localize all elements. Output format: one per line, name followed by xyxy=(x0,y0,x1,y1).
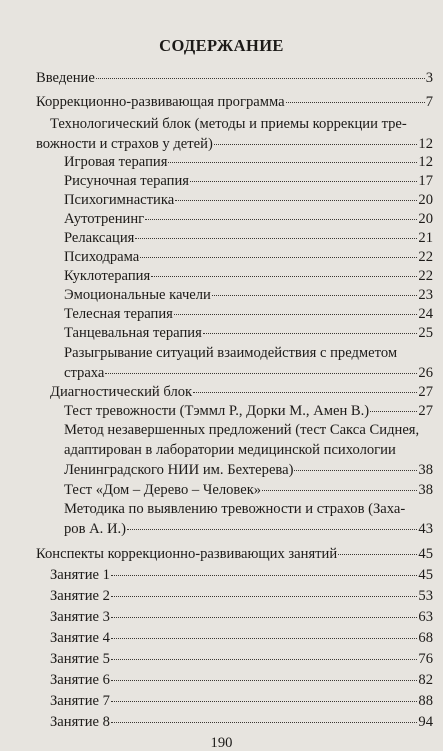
dot-leader xyxy=(111,722,417,723)
toc-entry-text: Аутотренинг xyxy=(64,211,145,227)
toc-page-number: 3 xyxy=(425,70,433,86)
toc-entry-lesson-1[interactable] xyxy=(0,565,443,587)
toc-entry-fears-method-cont[interactable] xyxy=(0,519,443,541)
toc-page-number: 27 xyxy=(418,403,433,419)
toc-page-number: 68 xyxy=(418,630,433,646)
toc-page-number: 26 xyxy=(418,365,433,381)
dot-leader xyxy=(111,659,417,660)
dot-leader xyxy=(286,102,425,103)
dot-leader xyxy=(105,373,417,374)
toc-entry-text: Коррекционно-развивающая программа xyxy=(36,94,285,110)
toc-entry-text-cont: ров А. И.) xyxy=(64,521,127,537)
dot-leader xyxy=(193,392,417,393)
toc-page-number: 94 xyxy=(418,714,433,730)
toc-entry-tech-block[interactable] xyxy=(0,114,443,136)
toc-entry-text: Занятие 6 xyxy=(50,672,110,688)
toc-entry-lesson-4[interactable] xyxy=(0,628,443,650)
page-title: СОДЕРЖАНИЕ xyxy=(159,36,284,55)
dot-leader xyxy=(111,575,417,576)
toc-entry-text: Тест тревожности (Тэммл Р., Дорки М., Амен В.) xyxy=(64,403,370,419)
dot-leader xyxy=(96,78,425,79)
toc-page-number: 63 xyxy=(418,609,433,625)
toc-page-number: 45 xyxy=(418,567,433,583)
toc-page-number: 45 xyxy=(418,546,433,562)
toc-page-number: 20 xyxy=(418,211,433,227)
toc-entry-introduction[interactable] xyxy=(0,68,443,90)
dot-leader xyxy=(111,701,417,702)
toc-page-number: 22 xyxy=(418,249,433,265)
toc-entry-text: Метод незавершенных предложений (тест Сакса Сиднея, xyxy=(64,422,420,438)
toc-entry-incomplete-sentences[interactable] xyxy=(0,420,443,442)
toc-entry-text: Диагностический блок xyxy=(50,384,193,400)
toc-page-number: 12 xyxy=(418,154,433,170)
toc-page-number: 82 xyxy=(418,672,433,688)
toc-entry-incomplete-sentences-cont2[interactable] xyxy=(0,460,443,482)
toc-entry-text: Занятие 7 xyxy=(50,693,110,709)
toc-entry-role-play[interactable] xyxy=(0,343,443,365)
toc-entry-text: Релаксация xyxy=(64,230,135,246)
toc-entry-lesson-6[interactable] xyxy=(0,670,443,692)
toc-page-number: 38 xyxy=(418,482,433,498)
toc-page-number: 17 xyxy=(418,173,433,189)
toc-page-number: 53 xyxy=(418,588,433,604)
toc-entry-text-cont: страха xyxy=(64,365,105,381)
toc-entry-lesson-2[interactable] xyxy=(0,586,443,608)
dot-leader xyxy=(140,257,417,258)
toc-page-number: 22 xyxy=(418,268,433,284)
dot-leader xyxy=(212,295,418,296)
toc-page-number: 25 xyxy=(418,325,433,341)
toc-entry-text: Занятие 2 xyxy=(50,588,110,604)
toc-page-number: 21 xyxy=(418,230,433,246)
toc-page-number: 43 xyxy=(418,521,433,537)
toc-entry-text-cont2: Ленинградского НИИ им. Бехтерева) xyxy=(64,462,294,478)
toc-entry-text: Технологический блок (методы и приемы коррекции тре- xyxy=(50,116,407,132)
toc-entry-lesson-5[interactable] xyxy=(0,649,443,671)
dot-leader xyxy=(145,219,417,220)
dot-leader xyxy=(190,181,417,182)
toc-entry-text: Психогимнастика xyxy=(64,192,175,208)
toc-entry-text: Введение xyxy=(36,70,95,86)
toc-page-number: 27 xyxy=(418,384,433,400)
toc-page-number: 7 xyxy=(425,94,433,110)
toc-page-number: 12 xyxy=(418,136,433,152)
toc-entry-text: Занятие 1 xyxy=(50,567,110,583)
toc-entry-text: Телесная терапия xyxy=(64,306,173,322)
toc-entry-fears-method[interactable] xyxy=(0,499,443,521)
dot-leader xyxy=(370,411,417,412)
toc-entry-text: Методика по выявлению тревожности и страхов (Заха- xyxy=(64,501,406,517)
toc-page-number: 20 xyxy=(418,192,433,208)
toc-entry-program[interactable] xyxy=(0,92,443,114)
dot-leader xyxy=(111,638,417,639)
dot-leader xyxy=(174,314,418,315)
page-number: 190 xyxy=(210,735,233,751)
toc-entry-text: Танцевальная терапия xyxy=(64,325,202,341)
toc-entry-text: Конспекты коррекционно-развивающих занятий xyxy=(36,546,338,562)
toc-entry-text: Занятие 5 xyxy=(50,651,110,667)
toc-entry-text: Игровая терапия xyxy=(64,154,168,170)
toc-entry-lesson-3[interactable] xyxy=(0,607,443,629)
toc-entry-text: Эмоциональные качели xyxy=(64,287,211,303)
dot-leader xyxy=(175,200,417,201)
dot-leader xyxy=(111,617,417,618)
toc-entry-incomplete-sentences-cont xyxy=(0,440,443,462)
toc-entry-text-cont: вожности и страхов у детей) xyxy=(36,136,213,152)
toc-entry-text: Куклотерапия xyxy=(64,268,151,284)
dot-leader xyxy=(338,554,417,555)
toc-entry-text-cont: адаптирован в лаборатории медицинской психологии xyxy=(64,442,396,458)
toc-entry-text: Занятие 3 xyxy=(50,609,110,625)
dot-leader xyxy=(203,333,418,334)
toc-page-number: 88 xyxy=(418,693,433,709)
toc-entry-lesson-7[interactable] xyxy=(0,691,443,713)
dot-leader xyxy=(151,276,417,277)
dot-leader xyxy=(111,596,417,597)
toc-entry-lesson-plans[interactable] xyxy=(0,544,443,566)
toc-page-number: 76 xyxy=(418,651,433,667)
dot-leader xyxy=(214,144,418,145)
dot-leader xyxy=(111,680,417,681)
toc-page-number: 23 xyxy=(418,287,433,303)
toc-entry-text: Тест «Дом – Дерево – Человек» xyxy=(64,482,262,498)
toc-page-number: 24 xyxy=(418,306,433,322)
dot-leader xyxy=(294,470,417,471)
dot-leader xyxy=(262,490,417,491)
toc-entry-text: Занятие 8 xyxy=(50,714,110,730)
dot-leader xyxy=(127,529,417,530)
toc-entry-text: Занятие 4 xyxy=(50,630,110,646)
toc-entry-text: Психодрама xyxy=(64,249,140,265)
toc-entry-lesson-8[interactable] xyxy=(0,712,443,734)
dot-leader xyxy=(135,238,417,239)
toc-entry-dance-therapy[interactable] xyxy=(0,323,443,345)
dot-leader xyxy=(168,162,417,163)
toc-page-number: 38 xyxy=(418,462,433,478)
toc-entry-text: Разыгрывание ситуаций взаимодействия с предметом xyxy=(64,345,398,361)
toc-entry-text: Рисуночная терапия xyxy=(64,173,189,189)
